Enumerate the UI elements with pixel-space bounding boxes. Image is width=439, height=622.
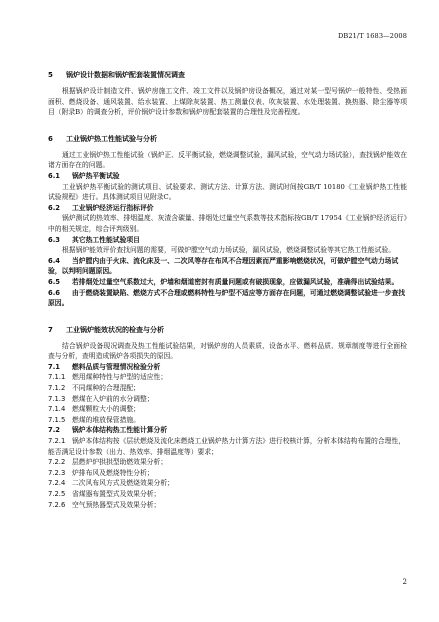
item-text: 锅炉本体结构按《层状燃烧及流化床燃烧工业锅炉热力计算方法》进行校核计算，分析本体结构布置的合理性，能否满足设计参数（出力、热效率、排烟温度等）要求； (48, 437, 406, 456)
section-number: 5 (48, 71, 53, 79)
item-text: 燃煤颗粒大小的调整； (72, 405, 140, 414)
subsection-title: 燃料品质与管理情况检验分析 (72, 362, 161, 371)
subsection-title: 锅炉本体结构热工性能计算分析 (72, 426, 168, 435)
subsection-number: 6.2 (48, 203, 61, 212)
clause (48, 288, 407, 309)
item-text: 空气预热器型式及效果分析； (72, 500, 161, 509)
item-text: 不同煤种的合理混配； (72, 384, 140, 393)
subsection-heading (48, 362, 407, 373)
list-item (48, 478, 407, 489)
subsection-number: 6.1 (48, 171, 61, 180)
clause (48, 277, 407, 288)
item-text: 二次风布风方式及燃烧效果分析； (72, 479, 174, 488)
page-number: 2 (402, 578, 407, 586)
subsection-title: 其它热工性能试验项目 (72, 235, 140, 244)
item-text: 炉排布风及燃烧特性分析； (72, 468, 154, 477)
list-item (48, 372, 407, 383)
item-number: 7.2.6 (48, 500, 66, 509)
clause-text: 由于燃烧装置缺陷、燃烧方式不合理或燃料特性与炉型不适应等方面存在问题，可通过燃烧调整试验进一步查找原因。 (48, 288, 406, 308)
paragraph: 工业锅炉热平衡试验的测试项目、试验要求、测试方法、计算方法、测试时间按GB/T 10180《工业锅炉热工性能试验规程》进行。具体测试项目见附录C。 (48, 182, 407, 202)
list-item (48, 436, 407, 457)
subsection-number: 7.1 (48, 362, 61, 371)
section-title: 工业锅炉能效状况的检查与分析 (66, 325, 164, 334)
list-item (48, 404, 407, 415)
list-item (48, 383, 407, 394)
subsection-heading (48, 235, 407, 246)
item-text: 层燃炉炉拱拱型助燃效果分析； (72, 458, 168, 467)
list-item (48, 394, 407, 405)
item-number: 7.1.1 (48, 373, 66, 382)
section-heading (48, 70, 407, 80)
item-number: 7.1.2 (48, 384, 66, 393)
list-item (48, 457, 407, 468)
item-text: 燃煤的堆放保管措施。 (72, 415, 140, 424)
section-heading (48, 325, 407, 335)
subsection-number: 6.3 (48, 235, 61, 244)
list-item (48, 489, 407, 500)
list-item (48, 415, 407, 426)
section-number: 6 (48, 134, 53, 143)
clause (48, 256, 407, 277)
list-item (48, 468, 407, 479)
section-title: 工业锅炉热工性能试验与分析 (66, 134, 157, 143)
paragraph: 根据锅炉设计制造文件、锅炉房施工文件、竣工文件以及锅炉房设备概况，通过对某一型号锅炉一般特性、受热面面积、燃烧设备、通风装置、给水装置、上煤除灰装置、热工测量仪表、吹灰装置、水处理装置、换热器、除尘器等项目（附录B）的调查分析，评价锅炉设计参数和锅炉房配套装置的合理性及完善程度。 (48, 87, 407, 117)
item-text: 省煤器布置型式及效果分析； (72, 490, 161, 498)
item-number: 7.2.4 (48, 479, 66, 488)
document-body (48, 70, 407, 510)
clause-text: 若排烟处过量空气系数过大，炉墙和烟道密封有质量问题或有破损现象，应做漏风试验，准确得出试验结果。 (72, 277, 399, 286)
section-number: 7 (48, 325, 53, 334)
subsection-heading (48, 425, 407, 436)
item-number: 7.2.5 (48, 490, 66, 498)
clause-number: 6.6 (48, 288, 61, 297)
paragraph: 锅炉测试的热效率、排烟温度、灰渣含碳量、排烟处过量空气系数等技术指标按GB/T 17954《工业锅炉经济运行》中的相关规定，综合评判级别。 (48, 214, 407, 233)
list-item (48, 500, 407, 511)
item-number: 7.1.4 (48, 405, 66, 414)
paragraph: 结合锅炉设备现况调查及热工性能试验结果，对锅炉房的人员素质、设备水平、燃料品质、规章制度等进行全面检查与分析，查明造成锅炉各项损失的原因。 (48, 341, 407, 361)
item-number: 7.2.3 (48, 468, 66, 477)
clause-text: 当炉膛内由于火床、流化床及一、二次风等存在布风不合理因素而严重影响燃烧状况，可做炉膛空气动力场试验，以判明问题原因。 (48, 256, 399, 276)
item-number: 7.2.1 (48, 437, 66, 446)
item-text: 燃用煤种特性与炉型的适应性； (72, 373, 168, 382)
subsection-title: 工业锅炉经济运行指标评价 (72, 203, 154, 212)
subsection-number: 7.2 (48, 426, 61, 435)
item-text: 燃煤在入炉前的水分调整； (72, 394, 154, 403)
subsection-heading (48, 171, 407, 182)
item-number: 7.2.2 (48, 458, 66, 467)
section-heading (48, 134, 407, 144)
subsection-title: 锅炉热平衡试验 (72, 171, 120, 180)
document-standard-number: DB21/T 1683—2008 (338, 32, 407, 40)
paragraph: 根据锅炉能效评价查找问题的需要，可做炉膛空气动力场试验，漏风试验，燃烧调整试验等其它热工性能试验。 (62, 246, 396, 255)
item-number: 7.1.5 (48, 415, 66, 424)
item-number: 7.1.3 (48, 394, 66, 403)
paragraph: 通过工业锅炉热工性能试验（锅炉正、反平衡试验，燃烧调整试验，漏风试验，空气动力场试验），查找锅炉能效在诸方面存在的问题。 (48, 150, 407, 170)
section-title: 锅炉设计数据和锅炉配套装置情况调查 (66, 71, 185, 79)
subsection-heading (48, 203, 407, 214)
clause-number: 6.4 (48, 256, 61, 265)
clause-number: 6.5 (48, 277, 61, 286)
